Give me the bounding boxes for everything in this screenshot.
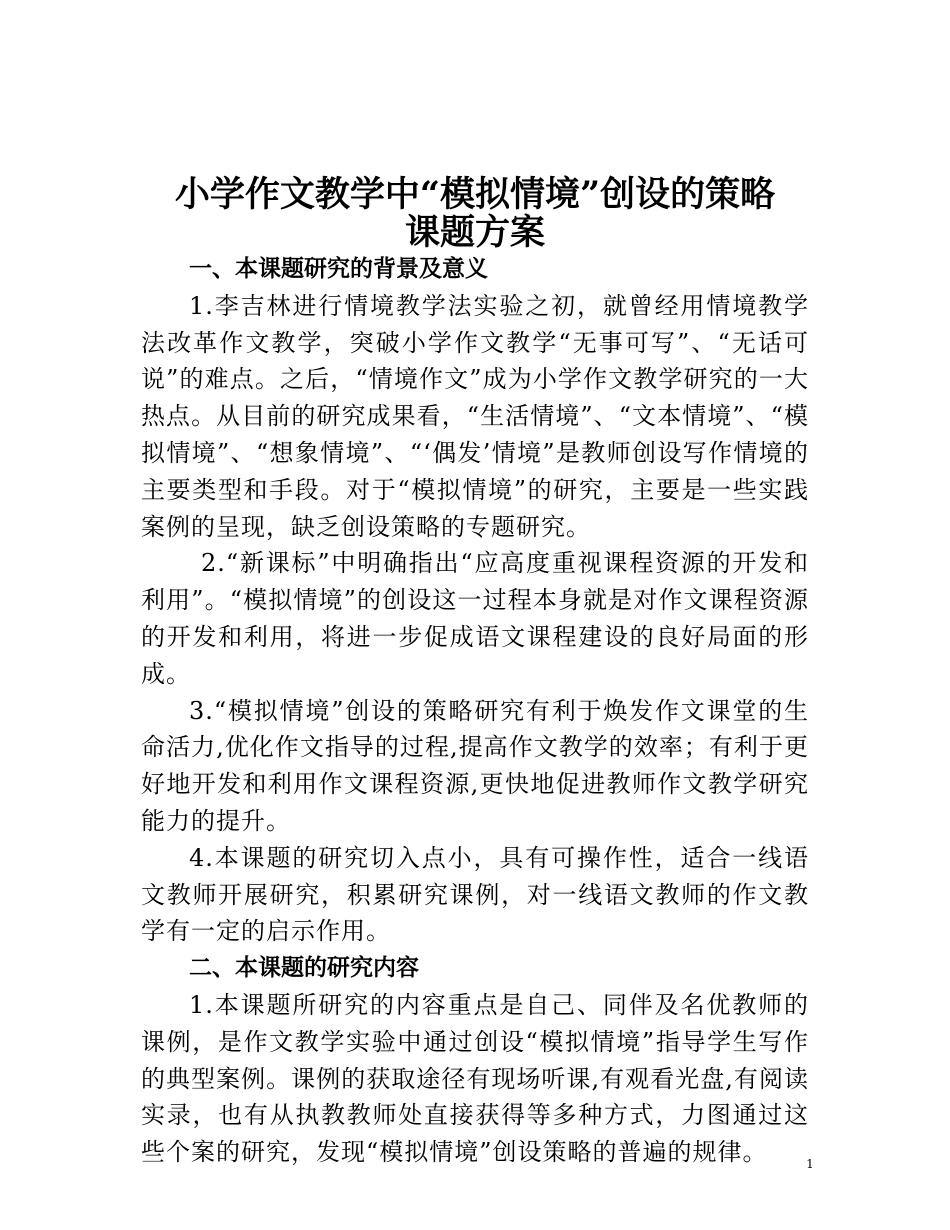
document-title-line-2: 课题方案 bbox=[404, 212, 545, 253]
section-1-paragraph-3: 3.“模拟情境”创设的策略研究有利于焕发作文课堂的生命活力,优化作文指导的过程,提高作文教学的效率；有利于更好地开发和利用作文课程资源,更快地促进教师作文教学研究能力的提升。 bbox=[141, 696, 809, 835]
section-2-paragraph-1: 1.本课题所研究的内容重点是自己、同伴及名优教师的课例，是作文教学实验中通过创设“模拟情境”指导学生写作的典型案例。课例的获取途径有现场听课,有观看光盘,有阅读实录，也有从执教教师处直接获得等多种方式，力图通过这些个案的研究，发现“模拟情境”创设策略的普遍的规律。 bbox=[141, 990, 809, 1167]
section-2-heading: 二、本课题的研究内容 bbox=[189, 955, 419, 982]
document-title-line-1: 小学作文教学中“模拟情境”创设的策略 bbox=[174, 174, 776, 215]
section-1-paragraph-2: 2.“新课标”中明确指出“应高度重视课程资源的开发和利用”。“模拟情境”的创设这一过程本身就是对作文课程资源的开发和利用，将进一步促成语文课程建设的良好局面的形成。 bbox=[141, 549, 809, 688]
page-number: 1 bbox=[806, 1157, 814, 1171]
section-1-paragraph-1: 1.李吉林进行情境教学法实验之初，就曾经用情境教学法改革作文教学，突破小学作文教学“无事可写”、“无话可说”的难点。之后，“情境作文”成为小学作文教学研究的一大热点。从目前的研究成果看，“生活情境”、“文本情境”、“模拟情境”、“想象情境”、“‘偶发’情境”是教师创设写作情境的主要类型和手段。对于“模拟情境”的研究，主要是一些实践案例的呈现，缺乏创设策略的专题研究。 bbox=[141, 291, 809, 541]
section-1-paragraph-4: 4.本课题的研究切入点小，具有可操作性，适合一线语文教师开展研究，积累研究课例，对一线语文教师的作文教学有一定的启示作用。 bbox=[141, 843, 809, 946]
document-body bbox=[141, 251, 809, 1171]
section-1-heading: 一、本课题研究的背景及意义 bbox=[189, 256, 488, 282]
